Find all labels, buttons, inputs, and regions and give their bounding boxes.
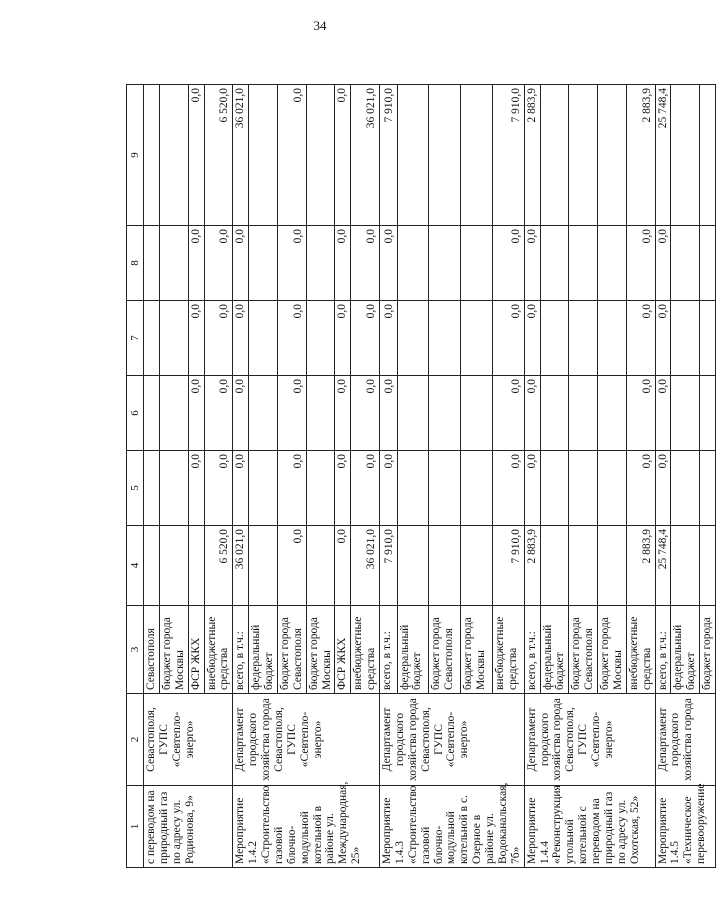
column-header-6: 6 [127,376,144,451]
value-cell-col-4: 36 021,0 [351,526,380,606]
value-cell-col-8 [429,226,461,301]
value-cell-col-4 [306,526,335,606]
value-cell-col-7: 0,0 [380,301,398,376]
value-cell-col-4: 2 883,9 [626,526,655,606]
value-cell-col-6: 0,0 [380,376,398,451]
value-cell-col-9: 0,0 [277,85,306,226]
value-cell-col-6 [569,376,598,451]
value-cell-col-9 [569,85,598,226]
value-cell-col-5: 0,0 [351,451,380,526]
value-cell-col-5 [144,451,160,526]
value-cell-col-8 [700,226,716,301]
value-cell-col-4 [249,526,278,606]
value-cell-col-6 [540,376,569,451]
measure-name-cell: с переводом на природный газ по адресу ул. Родионова, 9» [144,786,233,868]
column-header-2: 2 [127,694,144,786]
value-cell-col-5 [671,451,700,526]
value-cell-col-7 [461,301,493,376]
value-cell-col-5 [397,451,429,526]
value-cell-col-8: 0,0 [626,226,655,301]
value-cell-col-5: 0,0 [188,451,204,526]
value-cell-col-4 [397,526,429,606]
value-cell-col-4 [540,526,569,606]
value-cell-col-8: 0,0 [655,226,671,301]
column-header-5: 5 [127,451,144,526]
funding-source-cell: Севастополя [144,606,160,694]
value-cell-col-8: 0,0 [335,226,351,301]
value-cell-col-7 [598,301,627,376]
value-cell-col-5 [249,451,278,526]
measure-name-cell: Мероприятие 1.4.3 «Строительство газовой блочно-модульной котельной в с. Озерное в районе ул. Водоканальская, 7б» [380,786,525,868]
value-cell-col-7 [397,301,429,376]
value-cell-col-4: 6 520,0 [204,526,233,606]
value-cell-col-9 [397,85,429,226]
value-cell-col-5: 0,0 [277,451,306,526]
funding-source-cell: внебюджетные средства [626,606,655,694]
value-cell-col-6 [144,376,160,451]
value-cell-col-7 [159,301,188,376]
value-cell-col-6: 0,0 [626,376,655,451]
value-cell-col-5: 0,0 [380,451,398,526]
value-cell-col-9: 7 910,0 [380,85,398,226]
value-cell-col-4: 7 910,0 [492,526,524,606]
value-cell-col-4: 0,0 [277,526,306,606]
value-cell-col-6 [671,376,700,451]
value-cell-col-4: 25 748,4 [655,526,671,606]
table-row [655,85,671,868]
value-cell-col-8 [461,226,493,301]
value-cell-col-4 [461,526,493,606]
value-cell-col-5: 0,0 [492,451,524,526]
funding-source-cell: бюджет города Севастополя [277,606,306,694]
value-cell-col-9: 2 883,9 [524,85,540,226]
value-cell-col-5: 0,0 [204,451,233,526]
budget-table [126,84,716,868]
executor-cell: Департамент городского хозяйства города Севастополя, ГУПС «Севтепло-энерго» [380,694,525,786]
page-number: 34 [313,18,327,33]
value-cell-col-6 [306,376,335,451]
value-cell-col-8: 0,0 [380,226,398,301]
funding-source-cell: внебюджетные средства [492,606,524,694]
value-cell-col-5 [700,451,716,526]
value-cell-col-9 [461,85,493,226]
value-cell-col-4 [144,526,160,606]
value-cell-col-4 [671,526,700,606]
value-cell-col-6 [159,376,188,451]
value-cell-col-8: 0,0 [492,226,524,301]
value-cell-col-7 [249,301,278,376]
value-cell-col-8: 0,0 [233,226,249,301]
column-header-9: 9 [127,85,144,226]
table-row [144,85,160,868]
value-cell-col-5: 0,0 [626,451,655,526]
value-cell-col-5: 0,0 [335,451,351,526]
funding-source-cell: бюджет города Севастополя [569,606,598,694]
value-cell-col-7 [306,301,335,376]
value-cell-col-4 [700,526,716,606]
column-number-row [127,85,144,868]
value-cell-col-4: 2 883,9 [524,526,540,606]
value-cell-col-5 [540,451,569,526]
value-cell-col-9 [306,85,335,226]
value-cell-col-8 [306,226,335,301]
value-cell-col-8 [249,226,278,301]
value-cell-col-8 [540,226,569,301]
value-cell-col-7: 0,0 [492,301,524,376]
funding-source-cell: ФСР ЖКХ [335,606,351,694]
value-cell-col-7 [429,301,461,376]
value-cell-col-6 [249,376,278,451]
table-row [524,85,540,868]
executor-cell: Севастополя, ГУПС «Севтепло-энерго» [144,694,233,786]
value-cell-col-9 [598,85,627,226]
value-cell-col-8 [397,226,429,301]
value-cell-col-8 [159,226,188,301]
measure-name-cell: Мероприятие 1.4.4 «Реконструкция угольной котельной с переводом на природный газ по адресу ул. Охотская, 52» [524,786,655,868]
funding-source-cell: внебюджетные средства [351,606,380,694]
value-cell-col-7 [540,301,569,376]
rotated-table-container [126,85,714,868]
column-header-4: 4 [127,526,144,606]
value-cell-col-5 [461,451,493,526]
funding-source-cell: федеральный бюджет [397,606,429,694]
table-body [144,85,716,868]
value-cell-col-5 [159,451,188,526]
value-cell-col-8 [569,226,598,301]
value-cell-col-5: 0,0 [655,451,671,526]
value-cell-col-7 [700,301,716,376]
value-cell-col-6: 0,0 [188,376,204,451]
value-cell-col-9 [671,85,700,226]
value-cell-col-8: 0,0 [277,226,306,301]
value-cell-col-5: 0,0 [233,451,249,526]
value-cell-col-6 [429,376,461,451]
value-cell-col-5 [598,451,627,526]
value-cell-col-8: 0,0 [351,226,380,301]
value-cell-col-7: 0,0 [655,301,671,376]
funding-source-cell: всего, в т.ч.: [380,606,398,694]
value-cell-col-7: 0,0 [233,301,249,376]
value-cell-col-5 [429,451,461,526]
measure-name-cell: Мероприятие 1.4.2 «Строительство газовой блочно-модульной котельной в районе ул. Международная, 25» [233,786,380,868]
value-cell-col-7: 0,0 [351,301,380,376]
value-cell-col-4 [188,526,204,606]
value-cell-col-9: 0,0 [188,85,204,226]
value-cell-col-9: 36 021,0 [351,85,380,226]
table-row [380,85,398,868]
value-cell-col-7: 0,0 [524,301,540,376]
value-cell-col-6: 0,0 [204,376,233,451]
funding-source-cell: бюджет города [700,606,716,694]
column-header-3: 3 [127,606,144,694]
value-cell-col-6 [598,376,627,451]
value-cell-col-8: 0,0 [188,226,204,301]
value-cell-col-7 [569,301,598,376]
value-cell-col-6: 0,0 [524,376,540,451]
executor-cell: Департамент городского хозяйства города Севастополя, ГУПС «Севтепло-энерго» [233,694,380,786]
value-cell-col-5: 0,0 [524,451,540,526]
value-cell-col-5 [569,451,598,526]
value-cell-col-7: 0,0 [626,301,655,376]
value-cell-col-9: 25 748,4 [655,85,671,226]
value-cell-col-5 [306,451,335,526]
value-cell-col-4 [159,526,188,606]
value-cell-col-9 [249,85,278,226]
column-header-8: 8 [127,226,144,301]
value-cell-col-6 [461,376,493,451]
value-cell-col-4 [429,526,461,606]
funding-source-cell: федеральный бюджет [671,606,700,694]
value-cell-col-4: 36 021,0 [233,526,249,606]
funding-source-cell: ФСР ЖКХ [188,606,204,694]
measure-name-cell: Мероприятие 1.4.5 «Техническое перевооружение [655,786,716,868]
column-header-1: 1 [127,786,144,868]
funding-source-cell: бюджет города Севастополя [429,606,461,694]
value-cell-col-6: 0,0 [351,376,380,451]
funding-source-cell: всего, в т.ч.: [524,606,540,694]
value-cell-col-4: 7 910,0 [380,526,398,606]
value-cell-col-9 [144,85,160,226]
value-cell-col-9: 36 021,0 [233,85,249,226]
funding-source-cell: всего, в т.ч.: [655,606,671,694]
value-cell-col-8 [671,226,700,301]
executor-cell: Департамент городского хозяйства города [655,694,716,786]
funding-source-cell: бюджет города Москвы [159,606,188,694]
funding-source-cell: бюджет города Москвы [461,606,493,694]
value-cell-col-4: 0,0 [335,526,351,606]
value-cell-col-9 [700,85,716,226]
funding-source-cell: внебюджетные средства [204,606,233,694]
value-cell-col-6: 0,0 [335,376,351,451]
value-cell-col-7: 0,0 [204,301,233,376]
value-cell-col-9 [159,85,188,226]
funding-source-cell: федеральный бюджет [540,606,569,694]
value-cell-col-6 [700,376,716,451]
value-cell-col-9: 2 883,9 [626,85,655,226]
value-cell-col-8 [144,226,160,301]
value-cell-col-4 [569,526,598,606]
value-cell-col-6: 0,0 [233,376,249,451]
funding-source-cell: бюджет города Москвы [306,606,335,694]
value-cell-col-9: 6 520,0 [204,85,233,226]
funding-source-cell: федеральный бюджет [249,606,278,694]
value-cell-col-9 [540,85,569,226]
funding-source-cell: всего, в т.ч.: [233,606,249,694]
value-cell-col-8: 0,0 [524,226,540,301]
value-cell-col-8: 0,0 [204,226,233,301]
value-cell-col-6: 0,0 [655,376,671,451]
value-cell-col-6 [397,376,429,451]
column-header-7: 7 [127,301,144,376]
value-cell-col-7: 0,0 [188,301,204,376]
value-cell-col-6: 0,0 [277,376,306,451]
value-cell-col-9: 0,0 [335,85,351,226]
value-cell-col-9: 7 910,0 [492,85,524,226]
executor-cell: Департамент городского хозяйства города Севастополя, ГУПС «Севтепло-энерго» [524,694,655,786]
value-cell-col-7: 0,0 [277,301,306,376]
value-cell-col-8 [598,226,627,301]
value-cell-col-9 [429,85,461,226]
value-cell-col-6: 0,0 [492,376,524,451]
value-cell-col-4 [598,526,627,606]
value-cell-col-7 [144,301,160,376]
value-cell-col-7: 0,0 [335,301,351,376]
funding-source-cell: бюджет города Москвы [598,606,627,694]
table-row [233,85,249,868]
value-cell-col-7 [671,301,700,376]
